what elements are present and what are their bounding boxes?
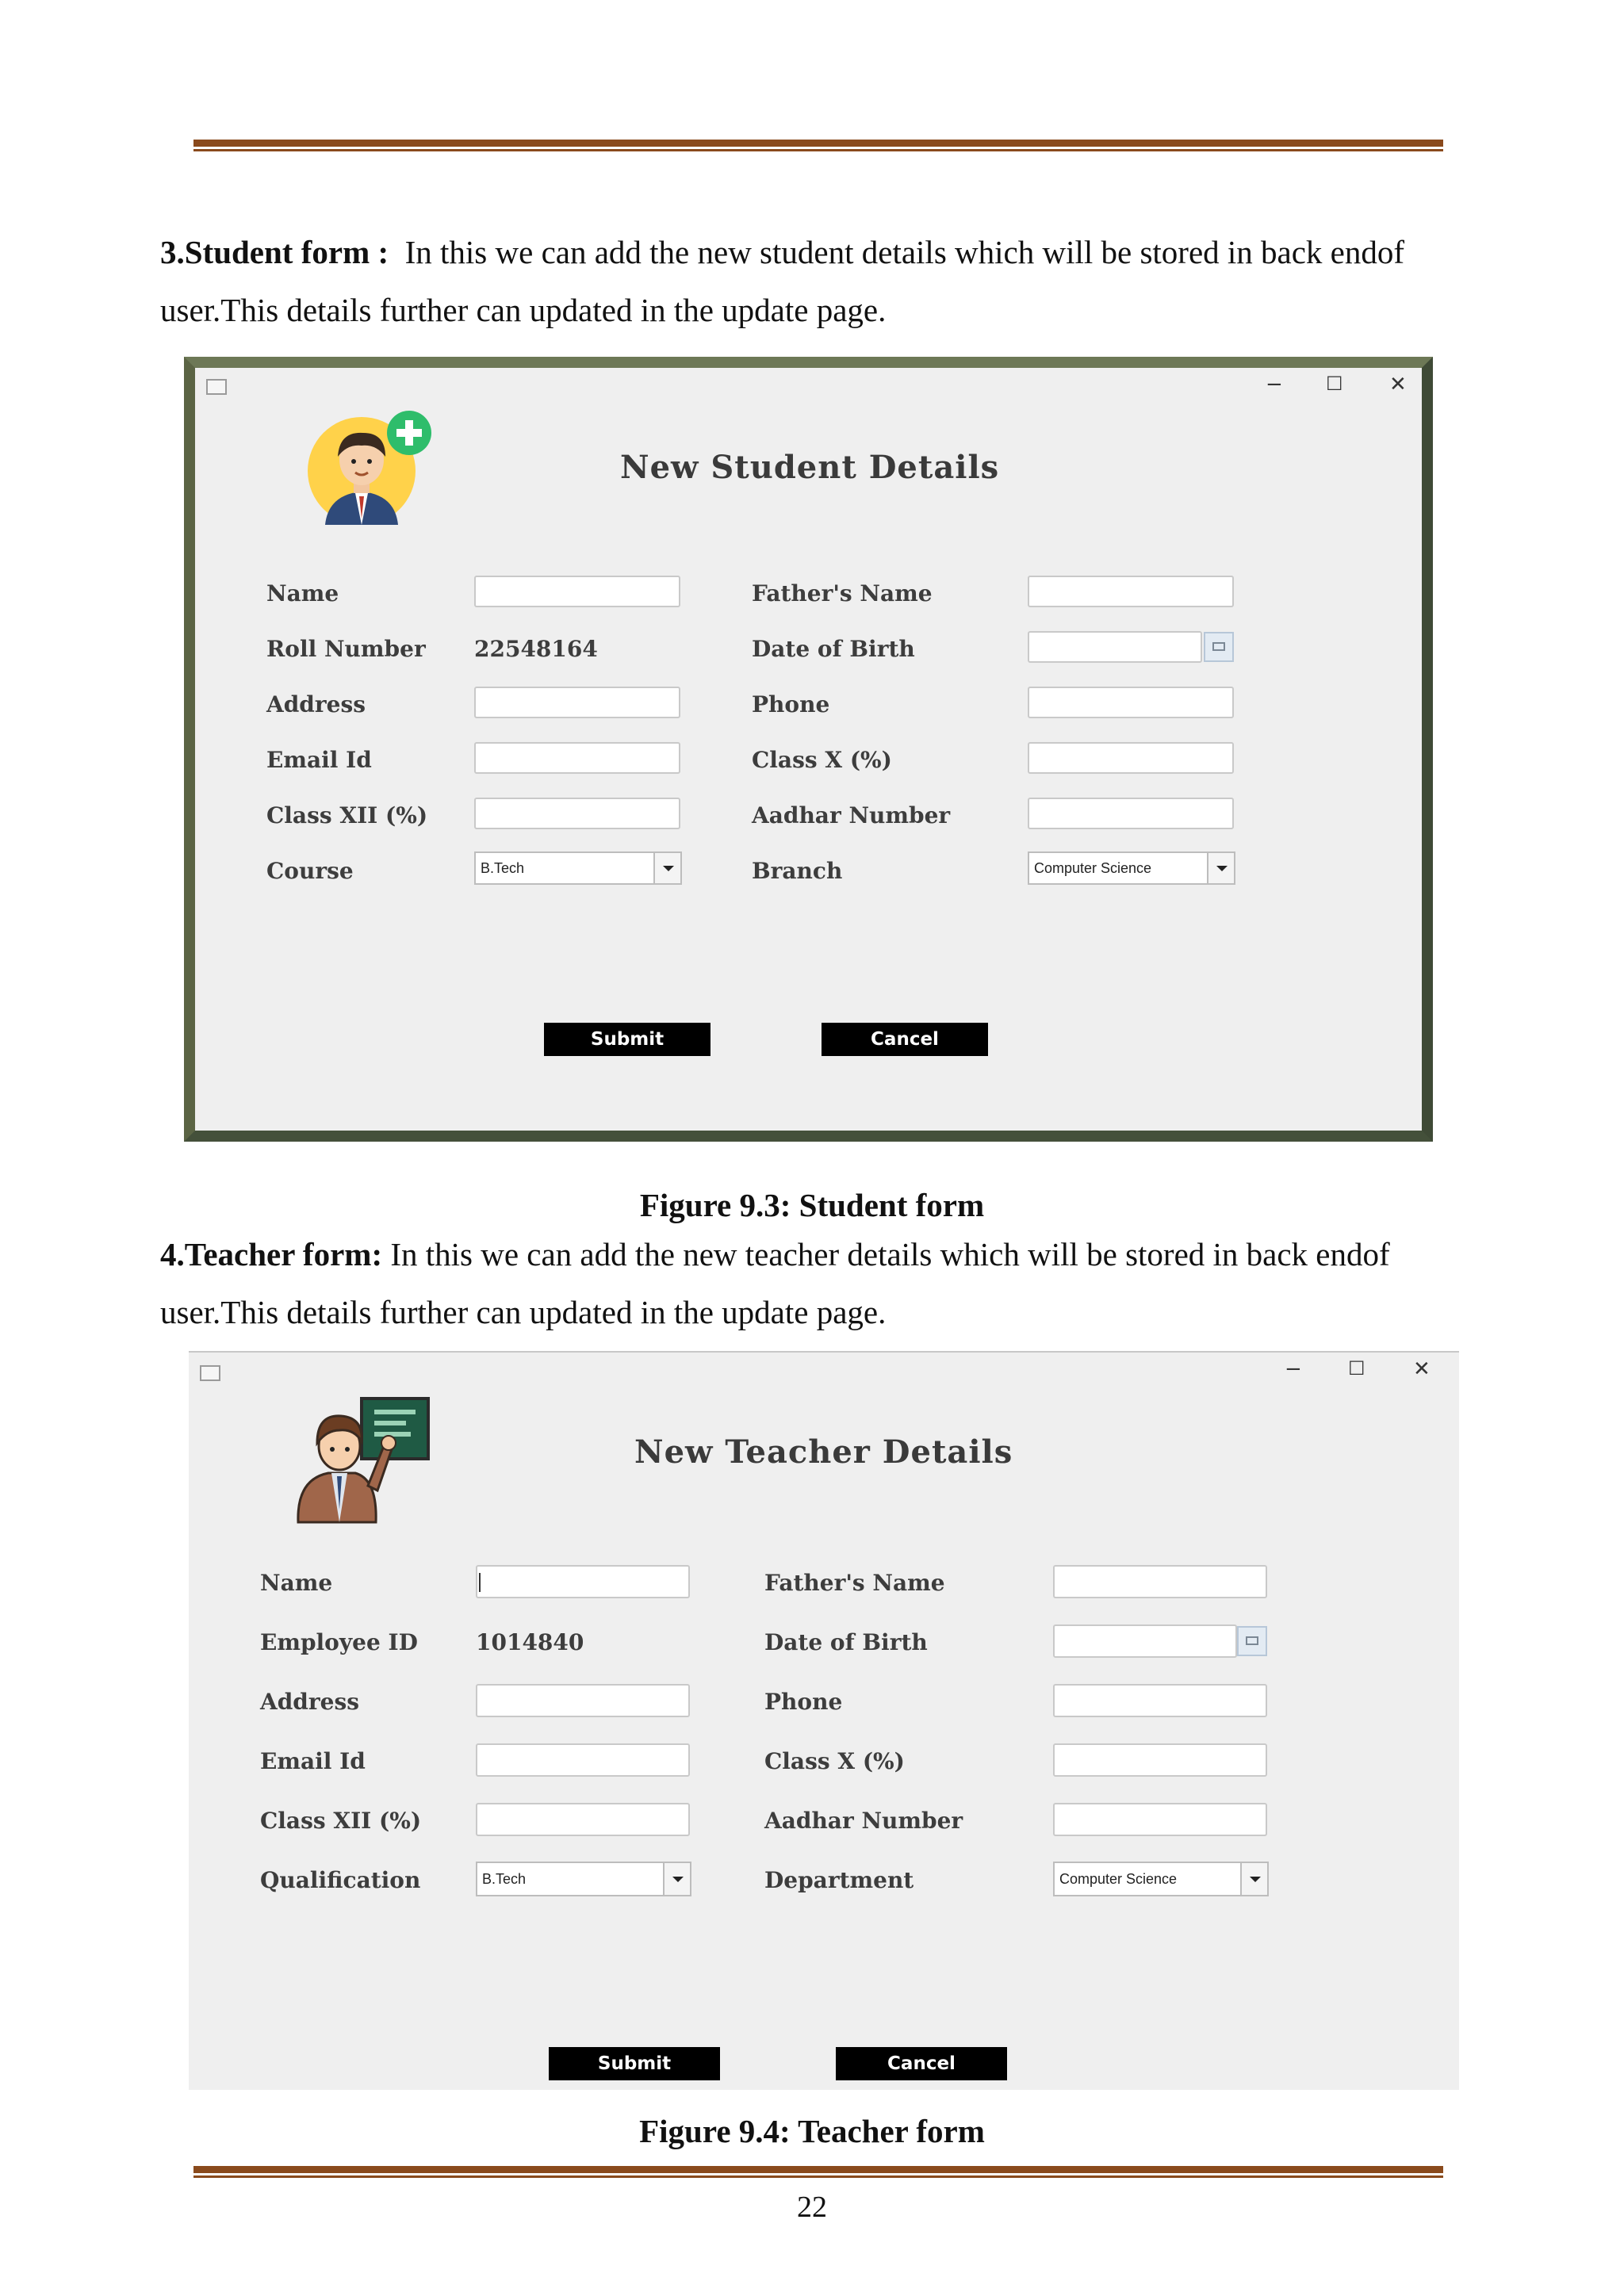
teacher-form-paragraph [160,1226,1461,1341]
student-avatar-icon [293,408,452,526]
teacher-icon [282,1391,441,1525]
father-name-label: Father's Name [752,580,933,607]
email-label: Email Id [260,1748,366,1774]
figure-caption: Figure 9.4: Teacher form [639,2113,985,2149]
name-input[interactable] [474,576,680,607]
course-label: Course [266,858,354,884]
address-input[interactable] [474,687,680,718]
aadhar-input[interactable] [1028,798,1234,829]
qualification-selected-value: B.Tech [482,1871,527,1887]
employee-id-value: 1014840 [476,1629,584,1655]
class-x-label: Class X (%) [752,747,892,773]
address-input[interactable] [476,1684,690,1717]
student-form-heading: 3.Student form : [160,234,389,270]
class-x-label: Class X (%) [764,1748,905,1774]
calendar-icon[interactable] [1237,1626,1267,1656]
course-dropdown[interactable] [474,851,682,885]
name-input[interactable] [476,1565,690,1598]
department-selected-value: Computer Science [1059,1871,1178,1887]
window-title-bar [189,1353,1459,1389]
address-label: Address [260,1689,359,1715]
student-form-paragraph [160,224,1461,339]
maximize-button[interactable]: ☐ [1326,373,1343,395]
aadhar-label: Aadhar Number [764,1808,963,1834]
submit-button[interactable]: Submit [544,1023,710,1056]
phone-label: Phone [752,691,830,718]
maximize-button[interactable]: ☐ [1348,1357,1365,1380]
chevron-down-icon [1240,1863,1267,1895]
class-x-input[interactable] [1053,1743,1267,1777]
student-form-title: New Student Details [620,449,1000,486]
branch-dropdown[interactable] [1028,851,1235,885]
figure-caption: Figure 9.3: Student form [639,1187,985,1223]
class-xii-label: Class XII (%) [260,1808,422,1834]
roll-number-value: 22548164 [474,636,598,662]
class-x-input[interactable] [1028,742,1234,774]
phone-label: Phone [764,1689,843,1715]
dob-input[interactable] [1028,631,1202,663]
email-input[interactable] [476,1743,690,1777]
class-xii-input[interactable] [474,798,680,829]
email-input[interactable] [474,742,680,774]
calendar-icon[interactable] [1204,632,1234,662]
close-button[interactable]: ✕ [1413,1357,1431,1381]
department-dropdown[interactable] [1053,1862,1269,1896]
submit-button[interactable]: Submit [549,2047,720,2080]
chevron-down-icon [1207,853,1234,883]
class-xii-label: Class XII (%) [266,802,428,828]
father-name-input[interactable] [1053,1565,1267,1598]
phone-input[interactable] [1053,1684,1267,1717]
course-selected-value: B.Tech [481,860,525,876]
dob-label: Date of Birth [752,636,915,662]
dob-label: Date of Birth [764,1629,928,1655]
aadhar-label: Aadhar Number [752,802,951,828]
employee-id-label: Employee ID [260,1629,418,1655]
name-label: Name [260,1570,333,1596]
header-rule [193,140,1443,151]
roll-number-label: Roll Number [266,636,426,662]
minimize-button[interactable]: − [1266,373,1283,396]
teacher-form-window [189,1351,1459,2090]
teacher-form-title: New Teacher Details [634,1433,1013,1471]
page-number: 22 [797,2191,827,2224]
address-label: Address [266,691,366,718]
java-app-icon [206,379,227,395]
qualification-dropdown[interactable] [476,1862,691,1896]
teacher-form-heading: 4.Teacher form: [160,1236,383,1272]
minimize-button[interactable]: − [1285,1357,1302,1381]
qualification-label: Qualification [260,1867,421,1893]
name-label: Name [266,580,339,607]
aadhar-input[interactable] [1053,1803,1267,1836]
cancel-button[interactable]: Cancel [822,1023,988,1056]
father-name-label: Father's Name [764,1570,945,1596]
footer-rule [193,2166,1443,2178]
father-name-input[interactable] [1028,576,1234,607]
dob-input[interactable] [1053,1624,1237,1658]
branch-label: Branch [752,858,843,884]
chevron-down-icon [663,1863,690,1895]
teacher-form-description: In this we can add the new teacher details which will be stored in back endof user.This details further can updated in the update page. [160,1236,1390,1330]
phone-input[interactable] [1028,687,1234,718]
student-form-window [184,357,1433,1142]
window-title-bar [195,368,1422,404]
cancel-button[interactable]: Cancel [836,2047,1007,2080]
department-label: Department [764,1867,914,1893]
email-label: Email Id [266,747,372,773]
student-form-description: In this we can add the new student details which will be stored in back endof user.This details further can updated in the update page. [160,234,1405,328]
chevron-down-icon [653,853,680,883]
close-button[interactable]: ✕ [1389,373,1407,396]
branch-selected-value: Computer Science [1034,860,1152,876]
java-app-icon [200,1365,220,1381]
class-xii-input[interactable] [476,1803,690,1836]
